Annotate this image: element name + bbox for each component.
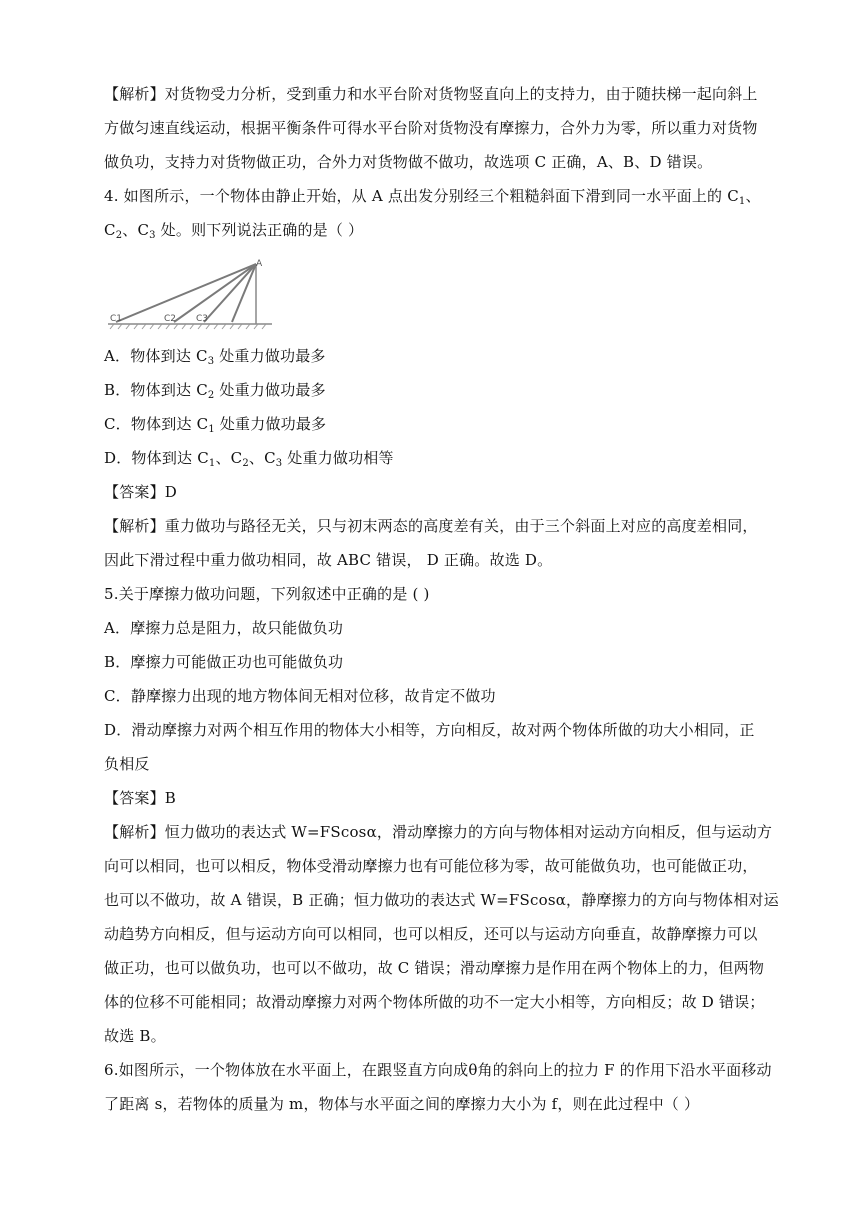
q4-option-d-text-end: 处重力做功相等 [282,449,394,467]
q5-analysis-line-3: 也可以不做功，故 A 错误，B 正确；恒力做功的表达式 W=FScosα，静摩擦力的方向与物体相对运 [104,891,779,909]
q4-option-c [104,414,764,434]
figure-label-c2: C2 [164,314,177,324]
figure-label-c3: C3 [196,314,209,324]
q3-analysis-line-2: 方做匀速直线运动，根据平衡条件可得水平台阶对货物没有摩擦力，合外力为零，所以重力对货物 [104,119,758,137]
q4-stem-text: 处。则下列说法正确的是（ ） [155,221,364,239]
q4-stem-line-1 [104,186,764,206]
q5-option-a: A．摩擦力总是阻力，故只能做负功 [104,619,344,637]
q4-answer: 【答案】D [104,483,178,501]
q4-option-d-subscript: 3 [275,458,283,469]
q4-stem-subscript: 1 [738,196,746,207]
q5-analysis-line-7: 故选 B。 [104,1027,166,1045]
q4-option-c-subscript: 1 [208,424,215,435]
q4-option-d-text: D．物体到达 C [104,449,209,467]
q4-option-b-text: B．物体到达 C [104,381,208,399]
q4-option-b-subscript: 2 [207,390,215,401]
q3-analysis-line-3: 做负功，支持力对货物做正功，合外力对货物做不做功，故选项 C 正确，A、B、D 错误。 [104,153,713,171]
q5-answer: 【答案】B [104,789,177,807]
q4-option-d-text: 、C [215,449,243,467]
q4-analysis-line-2: 因此下滑过程中重力做功相同，故 ABC 错误， D 正确。故选 D。 [104,551,553,569]
q4-option-d [104,448,764,468]
figure-label-a: A [256,259,263,269]
inclines-figure [104,258,274,330]
q5-option-d-line-1: D．滑动摩擦力对两个相互作用的物体大小相等，方向相反，故对两个物体所做的功大小相同，正 [104,721,755,739]
q4-stem-text-end: 、 [745,187,761,205]
q4-stem-subscript: 3 [149,230,156,241]
q4-option-b-text-end: 处重力做功最多 [214,381,326,399]
q4-option-a [104,346,764,366]
q5-analysis-line-2: 向可以相同，也可以相反，物体受滑动摩擦力也有可能位移为零，故可能做负功，也可能做正功， [104,857,758,875]
incline-to-c3 [204,264,256,322]
q4-stem-text: 4. 如图所示，一个物体由静止开始，从 A 点出发分别经三个粗糙斜面下滑到同一水平面上的 C [104,187,739,205]
q5-analysis-line-4: 动趋势方向相反，但与运动方向可以相同，也可以相反，还可以与运动方向垂直，故静摩擦力可以 [104,925,758,943]
q5-analysis-line-6: 体的位移不可能相同；故滑动摩擦力对两个物体所做的功不一定大小相等，方向相反；故 D 错误； [104,993,765,1011]
q4-analysis-line-1: 【解析】重力做功与路径无关，只与初末两态的高度差有关，由于三个斜面上对应的高度差相同， [104,517,758,535]
q4-option-b [104,380,764,400]
q4-stem-text: 、C [122,221,150,239]
q3-analysis-line-1: 【解析】对货物受力分析，受到重力和水平台阶对货物竖直向上的支持力，由于随扶梯一起向斜上 [104,85,758,103]
q4-option-a-text: A．物体到达 C [104,347,208,365]
q4-stem-line-2 [104,220,764,240]
figure-label-c1: C1 [110,314,123,324]
q5-analysis-line-1: 【解析】恒力做功的表达式 W=FScosα，滑动摩擦力的方向与物体相对运动方向相反，但与运动方 [104,823,773,841]
q5-stem: 5.关于摩擦力做功问题，下列叙述中正确的是 ( ) [104,585,430,603]
q6-stem-line-2: 了距离 s，若物体的质量为 m，物体与水平面之间的摩擦力大小为 f，则在此过程中（ ） [104,1095,700,1113]
q5-analysis-line-5: 做正功，也可以做负功，也可以不做功，故 C 错误；滑动摩擦力是作用在两个物体上的力，但两物 [104,959,765,977]
q4-option-c-text: C．物体到达 C [104,415,209,433]
q5-option-b: B．摩擦力可能做正功也可能做负功 [104,653,344,671]
q5-option-c: C．静摩擦力出现的地方物体间无相对位移，故肯定不做功 [104,687,496,705]
q4-stem-c-letter: C [104,221,116,239]
q4-option-d-text: 、C [248,449,276,467]
q4-option-a-subscript: 3 [207,356,215,367]
q4-option-d-subscript: 1 [208,458,216,469]
q4-option-d-subscript: 2 [242,458,249,469]
q6-stem-line-1: 6.如图所示，一个物体放在水平面上，在跟竖直方向成θ角的斜向上的拉力 F 的作用下沿水平面移动 [104,1061,772,1079]
q4-option-a-text-end: 处重力做功最多 [214,347,326,365]
q4-stem-subscript: 2 [115,230,123,241]
q4-option-c-text-end: 处重力做功最多 [214,415,327,433]
q5-option-d-line-2: 负相反 [104,755,150,773]
